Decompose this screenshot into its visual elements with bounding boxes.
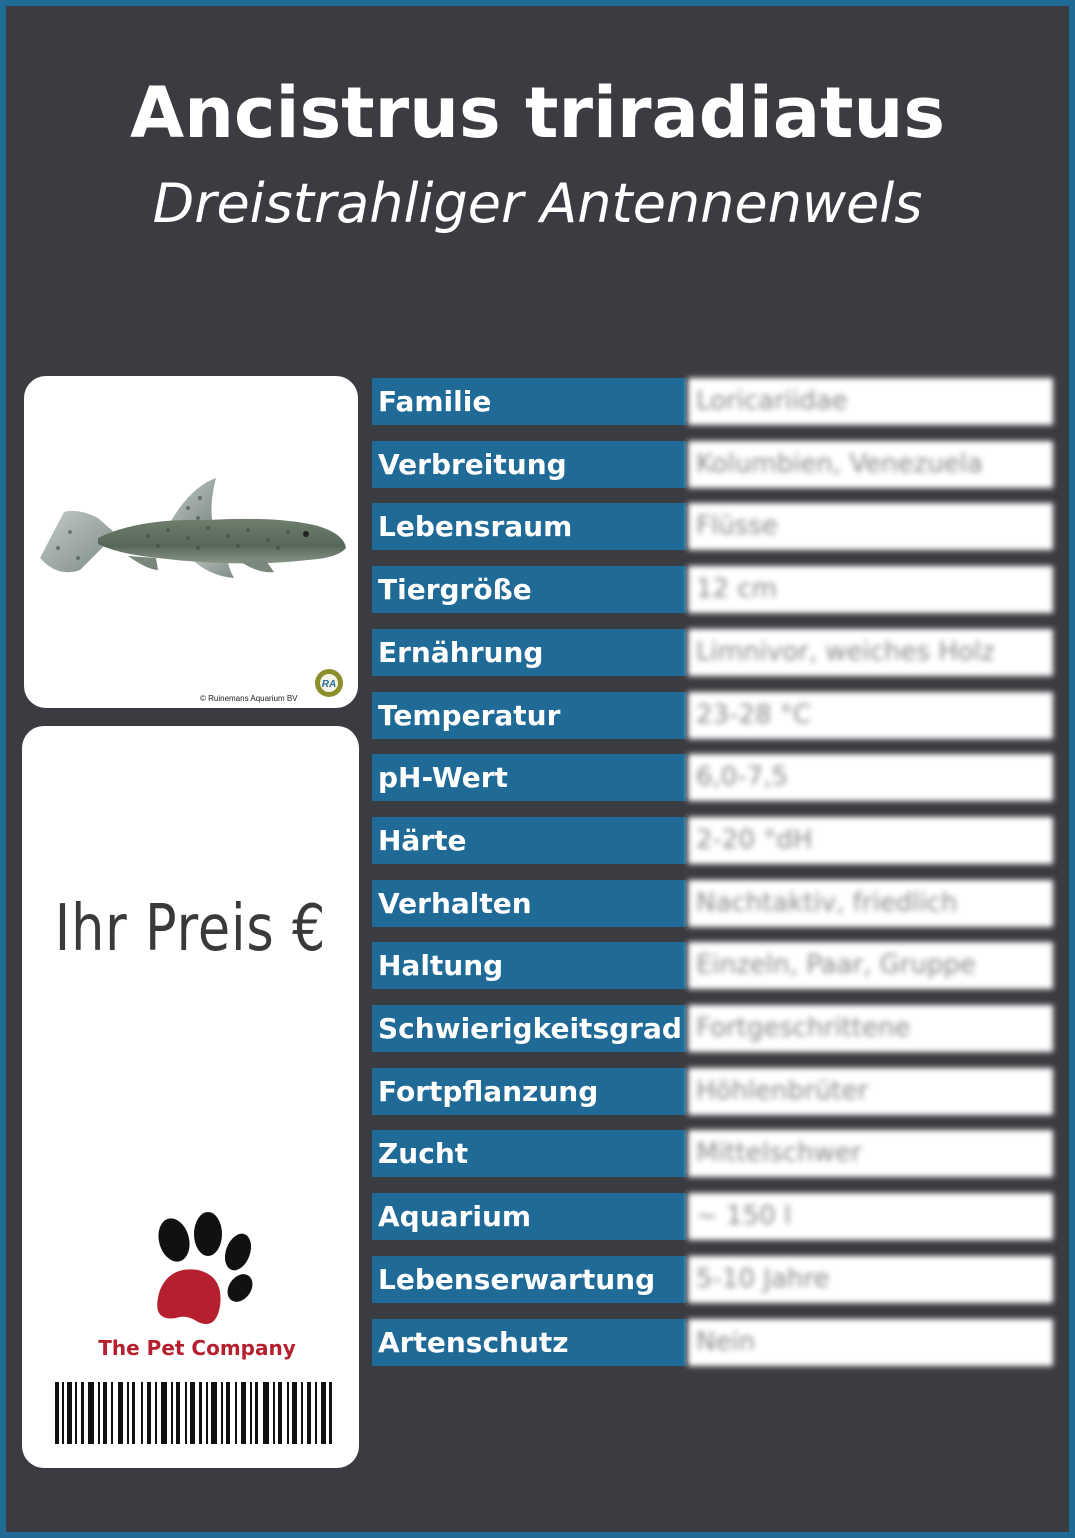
info-row (372, 1319, 1053, 1366)
info-row (372, 817, 1053, 864)
info-label: Lebensraum (372, 503, 686, 550)
info-row (372, 441, 1053, 488)
photo-copyright: © Ruinemans Aquarium BV (200, 694, 298, 703)
brand-name: The Pet Company (98, 1336, 296, 1360)
info-row (372, 1130, 1053, 1177)
info-row (372, 1193, 1053, 1240)
info-value: Limnivor, weiches Holz (688, 629, 1053, 676)
info-row (372, 566, 1053, 613)
info-label: Temperatur (372, 692, 686, 739)
info-value: Mittelschwer (688, 1130, 1053, 1177)
info-label: Lebenserwartung (372, 1256, 686, 1303)
info-value: 23-28 °C (688, 692, 1053, 739)
info-label: Familie (372, 378, 686, 425)
info-value: Nein (688, 1319, 1053, 1366)
info-label: pH-Wert (372, 754, 686, 801)
species-title: Ancistrus triradiatus (129, 72, 946, 154)
info-value: 2-20 °dH (688, 817, 1053, 864)
species-common-name: Dreistrahliger Antennenwels (152, 172, 923, 235)
info-label: Schwierigkeitsgrad (372, 1005, 686, 1052)
info-value: Nachtaktiv, friedlich (688, 880, 1053, 927)
info-row (372, 1068, 1053, 1115)
barcode-icon (55, 1382, 333, 1444)
info-value: Fortgeschrittene (688, 1005, 1053, 1052)
info-row (372, 942, 1053, 989)
info-value: Loricariidae (688, 378, 1053, 425)
info-label: Härte (372, 817, 686, 864)
info-value: ~ 150 l (688, 1193, 1053, 1240)
info-value: Einzeln, Paar, Gruppe (688, 942, 1053, 989)
info-label: Verbreitung (372, 441, 686, 488)
info-row (372, 503, 1053, 550)
price-label: Ihr Preis € (54, 892, 327, 966)
paw-logo-icon (140, 1210, 270, 1334)
info-value: 6,0-7,5 (688, 754, 1053, 801)
svg-text:RA: RA (321, 679, 337, 690)
info-value: 12 cm (688, 566, 1053, 613)
info-label: Haltung (372, 942, 686, 989)
info-row (372, 378, 1053, 425)
info-value: Flüsse (688, 503, 1053, 550)
ra-logo-icon (314, 668, 344, 698)
fish-image (38, 478, 350, 582)
info-label: Zucht (372, 1130, 686, 1177)
info-row (372, 1256, 1053, 1303)
info-value: Kolumbien, Venezuela (688, 441, 1053, 488)
info-label: Tiergröße (372, 566, 686, 613)
info-label: Aquarium (372, 1193, 686, 1240)
info-value: 5-10 Jahre (688, 1256, 1053, 1303)
info-row (372, 754, 1053, 801)
info-row (372, 1005, 1053, 1052)
info-label: Fortpflanzung (372, 1068, 686, 1115)
info-label: Artenschutz (372, 1319, 686, 1366)
info-label: Ernährung (372, 629, 686, 676)
info-row (372, 692, 1053, 739)
info-label: Verhalten (372, 880, 686, 927)
info-value: Höhlenbrüter (688, 1068, 1053, 1115)
info-row (372, 880, 1053, 927)
info-row (372, 629, 1053, 676)
